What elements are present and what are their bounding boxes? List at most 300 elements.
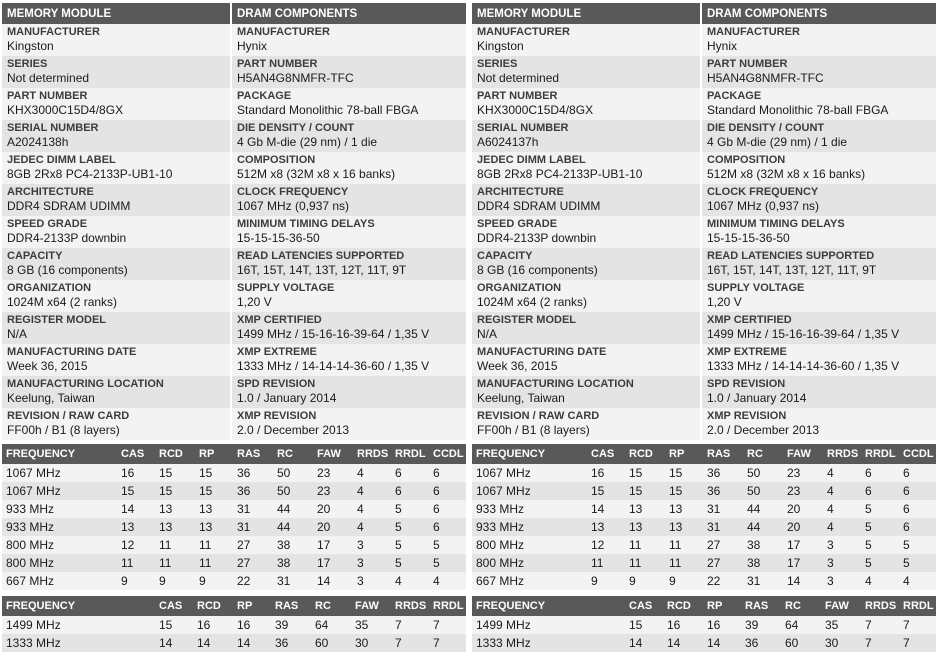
spec-label: XMP EXTREME	[237, 346, 317, 358]
column-header: RRDS	[353, 444, 391, 464]
timing-cell: 6	[391, 482, 429, 500]
timing-cell: 13	[195, 500, 233, 518]
column-header: RC	[273, 444, 313, 464]
timing-cell: 15	[155, 482, 195, 500]
frequency-cell: 933 MHz	[2, 518, 117, 536]
timing-cell: 15	[195, 464, 233, 482]
spec-value: Keelung, Taiwan	[477, 391, 565, 405]
timing-cell: 15	[195, 482, 233, 500]
timing-cell: 31	[233, 500, 273, 518]
dram-spec	[232, 24, 466, 56]
dram-spec	[232, 184, 466, 216]
timing-cell: 11	[117, 554, 155, 572]
module-spec	[2, 312, 232, 344]
timing-cell: 16	[703, 616, 741, 634]
spec-value: 1,20 V	[237, 295, 272, 309]
timing-cell: 38	[273, 536, 313, 554]
timing-cell: 31	[703, 500, 743, 518]
timing-cell: 5	[861, 518, 899, 536]
spec-row	[2, 280, 466, 312]
module-spec	[472, 184, 702, 216]
timing-cell: 20	[313, 500, 353, 518]
spec-value: 8GB 2Rx8 PC4-2133P-UB1-10	[7, 167, 173, 181]
spec-label: SERIES	[477, 58, 518, 70]
timing-cell: 5	[899, 536, 936, 554]
timing-cell: 39	[741, 616, 781, 634]
timing-cell: 6	[861, 464, 899, 482]
timing-cell: 5	[429, 536, 466, 554]
spec-value: 16T, 15T, 14T, 13T, 12T, 11T, 9T	[237, 263, 407, 277]
spec-label: DIE DENSITY / COUNT	[707, 122, 825, 134]
timing-cell: 5	[429, 554, 466, 572]
spec-row	[2, 120, 466, 152]
spec-label: SPD REVISION	[237, 378, 316, 390]
timing-cell: 36	[703, 464, 743, 482]
dram-spec	[232, 344, 466, 376]
timing-cell: 7	[429, 634, 466, 652]
spec-value: 2.0 / December 2013	[237, 423, 350, 437]
spec-label: REGISTER MODEL	[477, 314, 577, 326]
module-spec	[472, 216, 702, 248]
spec-value: Not determined	[7, 71, 90, 85]
timing-cell: 6	[899, 464, 936, 482]
table-header-row	[2, 596, 466, 616]
timing-cell: 15	[665, 482, 703, 500]
column-header: RCD	[193, 596, 233, 616]
spec-value: 1333 MHz / 14-14-14-36-60 / 1,35 V	[237, 359, 430, 373]
timing-cell: 27	[233, 536, 273, 554]
spec-row	[2, 248, 466, 280]
column-header: RCD	[155, 444, 195, 464]
spec-label: PART NUMBER	[7, 90, 88, 102]
timing-cell: 13	[117, 518, 155, 536]
frequency-cell: 933 MHz	[2, 500, 117, 518]
table-row	[472, 634, 936, 652]
timing-cell: 13	[155, 500, 195, 518]
timing-cell: 13	[625, 500, 665, 518]
spec-label: MANUFACTURER	[477, 26, 570, 38]
timing-cell: 3	[353, 572, 391, 590]
dram-spec	[702, 312, 936, 344]
timing-cell: 5	[861, 554, 899, 572]
spec-value: 2.0 / December 2013	[707, 423, 820, 437]
dram-components-header: DRAM COMPONENTS	[707, 7, 828, 20]
table-row	[472, 572, 936, 590]
frequency-cell: 933 MHz	[472, 518, 587, 536]
timing-cell: 11	[587, 554, 625, 572]
timing-cell: 15	[117, 482, 155, 500]
spec-value: 4 Gb M-die (29 nm) / 1 die	[237, 135, 378, 149]
dram-spec	[702, 216, 936, 248]
spec-value: H5AN4G8NMFR-TFC	[707, 71, 824, 85]
column-header: CCDL	[899, 444, 936, 464]
table-row	[472, 616, 936, 634]
spec-row	[2, 312, 466, 344]
spec-row	[2, 216, 466, 248]
timing-cell: 11	[195, 536, 233, 554]
timing-cell: 44	[273, 518, 313, 536]
spec-value: 8GB 2Rx8 PC4-2133P-UB1-10	[477, 167, 643, 181]
spec-value: 1024M x64 (2 ranks)	[477, 295, 588, 309]
timing-cell: 6	[899, 482, 936, 500]
spec-value: Kingston	[7, 39, 54, 53]
table-header-row	[472, 596, 936, 616]
module-spec	[2, 216, 232, 248]
timing-cell: 35	[351, 616, 391, 634]
spec-row	[2, 56, 466, 88]
timing-cell: 5	[391, 500, 429, 518]
timing-cell: 13	[665, 500, 703, 518]
spec-label: MANUFACTURER	[237, 26, 330, 38]
timing-cell: 17	[783, 536, 823, 554]
timing-cell: 16	[663, 616, 703, 634]
spec-value: 1333 MHz / 14-14-14-36-60 / 1,35 V	[707, 359, 900, 373]
spec-value: Hynix	[237, 39, 268, 53]
module-spec	[2, 152, 232, 184]
dram-spec	[232, 248, 466, 280]
timing-cell: 22	[703, 572, 743, 590]
timing-cell: 13	[587, 518, 625, 536]
spec-value: Standard Monolithic 78-ball FBGA	[237, 103, 419, 117]
column-header: RP	[665, 444, 703, 464]
dram-spec	[232, 88, 466, 120]
frequency-cell: 1067 MHz	[472, 482, 587, 500]
timing-cell: 14	[313, 572, 353, 590]
timing-cell: 5	[391, 554, 429, 572]
timing-cell: 23	[783, 464, 823, 482]
timing-cell: 31	[743, 572, 783, 590]
spec-label: MANUFACTURING DATE	[7, 346, 137, 358]
timing-cell: 50	[743, 482, 783, 500]
timing-cell: 5	[899, 554, 936, 572]
dram-spec	[702, 152, 936, 184]
timing-cell: 3	[823, 572, 861, 590]
spec-row	[472, 88, 936, 120]
timing-cell: 4	[353, 482, 391, 500]
module-spec	[472, 24, 702, 56]
spec-label: MANUFACTURING LOCATION	[7, 378, 164, 390]
column-header: RAS	[703, 444, 743, 464]
timing-cell: 36	[271, 634, 311, 652]
timing-cell: 30	[821, 634, 861, 652]
dram-spec	[702, 248, 936, 280]
timing-cell: 31	[703, 518, 743, 536]
spec-value: 8 GB (16 components)	[477, 263, 598, 277]
timing-cell: 22	[233, 572, 273, 590]
timing-cell: 27	[703, 554, 743, 572]
module-spec	[472, 56, 702, 88]
spec-row	[2, 344, 466, 376]
timing-cell: 64	[781, 616, 821, 634]
spec-label: XMP REVISION	[237, 410, 317, 422]
module-spec	[2, 88, 232, 120]
timing-cell: 6	[861, 482, 899, 500]
timing-cell: 20	[783, 500, 823, 518]
timing-cell: 14	[783, 572, 823, 590]
spec-label: MANUFACTURER	[707, 26, 800, 38]
spec-label: JEDEC DIMM LABEL	[7, 154, 116, 166]
spec-label: SUPPLY VOLTAGE	[707, 282, 805, 294]
spec-row	[472, 280, 936, 312]
timing-cell: 64	[311, 616, 351, 634]
column-header: CCDL	[429, 444, 466, 464]
timing-cell: 7	[391, 634, 429, 652]
column-header: RRDL	[391, 444, 429, 464]
timing-cell: 4	[823, 500, 861, 518]
column-header: RP	[233, 596, 271, 616]
module-spec	[472, 312, 702, 344]
column-header: FAW	[351, 596, 391, 616]
spec-label: READ LATENCIES SUPPORTED	[237, 250, 405, 262]
module-spec	[2, 184, 232, 216]
frequency-cell: 1333 MHz	[2, 634, 155, 652]
timing-cell: 4	[823, 464, 861, 482]
timing-cell: 11	[625, 554, 665, 572]
column-header: CAS	[625, 596, 663, 616]
timing-cell: 16	[117, 464, 155, 482]
spec-value: H5AN4G8NMFR-TFC	[237, 71, 354, 85]
timing-cell: 15	[665, 464, 703, 482]
dram-spec	[702, 280, 936, 312]
timing-cell: 9	[117, 572, 155, 590]
spec-row	[2, 88, 466, 120]
timing-cell: 7	[861, 616, 899, 634]
column-header: RRDS	[823, 444, 861, 464]
timing-cell: 15	[587, 482, 625, 500]
spec-label: SPEED GRADE	[7, 218, 88, 230]
timing-cell: 27	[233, 554, 273, 572]
spec-value: 1067 MHz (0,937 ns)	[237, 199, 350, 213]
frequency-cell: 1067 MHz	[472, 464, 587, 482]
timing-cell: 3	[353, 554, 391, 572]
spec-label: PART NUMBER	[477, 90, 558, 102]
timing-cell: 15	[625, 616, 663, 634]
column-header: RAS	[741, 596, 781, 616]
module-spec	[472, 344, 702, 376]
timing-cell: 12	[117, 536, 155, 554]
frequency-cell: 1067 MHz	[2, 464, 117, 482]
spec-value: Week 36, 2015	[7, 359, 88, 373]
spec-label: MINIMUM TIMING DELAYS	[707, 218, 845, 230]
timing-cell: 30	[351, 634, 391, 652]
frequency-cell: 800 MHz	[2, 536, 117, 554]
module-spec	[2, 280, 232, 312]
spec-row	[2, 408, 466, 440]
dram-spec	[232, 152, 466, 184]
column-header: RAS	[233, 444, 273, 464]
timing-cell: 60	[781, 634, 821, 652]
timing-cell: 3	[353, 536, 391, 554]
timing-cell: 14	[663, 634, 703, 652]
module-spec	[2, 248, 232, 280]
spec-label: DIE DENSITY / COUNT	[237, 122, 355, 134]
spec-row	[472, 312, 936, 344]
timing-cell: 20	[313, 518, 353, 536]
timing-cell: 60	[311, 634, 351, 652]
table-header-row	[2, 444, 466, 464]
frequency-cell: 1499 MHz	[2, 616, 155, 634]
timing-cell: 11	[195, 554, 233, 572]
spec-label: REVISION / RAW CARD	[477, 410, 600, 422]
spd-panel-right	[472, 3, 936, 652]
module-spec	[2, 120, 232, 152]
timing-cell: 38	[273, 554, 313, 572]
spec-row	[472, 152, 936, 184]
timing-cell: 36	[703, 482, 743, 500]
spec-row	[472, 376, 936, 408]
column-header: FAW	[313, 444, 353, 464]
timing-cell: 7	[861, 634, 899, 652]
dram-spec	[232, 216, 466, 248]
timing-cell: 6	[429, 500, 466, 518]
spec-value: FF00h / B1 (8 layers)	[477, 423, 590, 437]
table-row	[472, 464, 936, 482]
dram-spec	[702, 24, 936, 56]
timing-cell: 5	[391, 536, 429, 554]
spec-label: SERIAL NUMBER	[477, 122, 569, 134]
timing-cell: 11	[155, 536, 195, 554]
spec-label: XMP CERTIFIED	[237, 314, 322, 326]
column-header: RRDL	[429, 596, 466, 616]
spec-value: 1,20 V	[707, 295, 742, 309]
dram-spec	[232, 408, 466, 440]
timing-cell: 23	[783, 482, 823, 500]
spec-label: COMPOSITION	[237, 154, 316, 166]
timing-cell: 15	[625, 464, 665, 482]
timing-cell: 4	[391, 572, 429, 590]
spec-value: N/A	[7, 327, 28, 341]
spec-value: Hynix	[707, 39, 738, 53]
table-row	[2, 482, 466, 500]
timing-cell: 3	[823, 536, 861, 554]
timing-cell: 16	[233, 616, 271, 634]
table-row	[2, 634, 466, 652]
timing-cell: 4	[823, 518, 861, 536]
spec-value: DDR4 SDRAM UDIMM	[477, 199, 601, 213]
spec-value: Keelung, Taiwan	[7, 391, 95, 405]
spec-label: SERIES	[7, 58, 48, 70]
column-header: FAW	[821, 596, 861, 616]
timing-cell: 9	[587, 572, 625, 590]
xmp-timing-table	[472, 596, 936, 652]
spec-value: Not determined	[477, 71, 560, 85]
spec-value: 512M x8 (32M x8 x 16 banks)	[237, 167, 396, 181]
xmp-timing-table	[2, 596, 466, 652]
module-spec	[2, 408, 232, 440]
spec-label: MANUFACTURING LOCATION	[477, 378, 634, 390]
module-spec	[472, 152, 702, 184]
timing-cell: 7	[429, 616, 466, 634]
timing-cell: 7	[899, 616, 936, 634]
frequency-cell: 1499 MHz	[472, 616, 625, 634]
timing-cell: 15	[625, 482, 665, 500]
timing-cell: 14	[193, 634, 233, 652]
timing-cell: 50	[743, 464, 783, 482]
timing-cell: 36	[741, 634, 781, 652]
timing-cell: 50	[273, 464, 313, 482]
dram-spec	[232, 280, 466, 312]
spec-value: 1499 MHz / 15-16-16-39-64 / 1,35 V	[237, 327, 430, 341]
timing-cell: 44	[273, 500, 313, 518]
table-row	[2, 616, 466, 634]
spec-label: COMPOSITION	[707, 154, 786, 166]
table-row	[472, 554, 936, 572]
module-spec	[472, 248, 702, 280]
table-row	[2, 536, 466, 554]
spec-label: ORGANIZATION	[477, 282, 562, 294]
dram-spec	[702, 56, 936, 88]
spec-value: 512M x8 (32M x8 x 16 banks)	[707, 167, 866, 181]
timing-cell: 38	[743, 536, 783, 554]
table-row	[472, 536, 936, 554]
spec-label: JEDEC DIMM LABEL	[477, 154, 586, 166]
timing-cell: 13	[665, 518, 703, 536]
module-spec	[472, 280, 702, 312]
timing-cell: 7	[899, 634, 936, 652]
timing-cell: 13	[195, 518, 233, 536]
table-row	[472, 518, 936, 536]
timing-cell: 5	[861, 536, 899, 554]
timing-cell: 14	[155, 634, 193, 652]
spec-value: DDR4-2133P downbin	[7, 231, 127, 245]
spec-row	[472, 408, 936, 440]
spec-row	[472, 216, 936, 248]
spec-label: CLOCK FREQUENCY	[707, 186, 819, 198]
timing-cell: 44	[743, 518, 783, 536]
timing-cell: 4	[429, 572, 466, 590]
module-spec	[2, 344, 232, 376]
timing-cell: 14	[233, 634, 271, 652]
timing-cell: 5	[391, 518, 429, 536]
spec-label: SUPPLY VOLTAGE	[237, 282, 335, 294]
column-header: RAS	[271, 596, 311, 616]
timing-cell: 6	[429, 464, 466, 482]
timing-cell: 14	[587, 500, 625, 518]
column-header: CAS	[155, 596, 193, 616]
spec-value: DDR4-2133P downbin	[477, 231, 597, 245]
column-header: RC	[743, 444, 783, 464]
timing-cell: 6	[391, 464, 429, 482]
table-row	[2, 518, 466, 536]
table-header-row	[472, 444, 936, 464]
spec-value: 1024M x64 (2 ranks)	[7, 295, 118, 309]
module-spec	[2, 56, 232, 88]
timing-cell: 5	[861, 500, 899, 518]
module-spec	[472, 88, 702, 120]
timing-cell: 4	[823, 482, 861, 500]
frequency-cell: 800 MHz	[472, 554, 587, 572]
spec-value: FF00h / B1 (8 layers)	[7, 423, 120, 437]
timing-cell: 17	[783, 554, 823, 572]
spec-label: REVISION / RAW CARD	[7, 410, 130, 422]
timing-cell: 17	[313, 536, 353, 554]
spec-label: SERIAL NUMBER	[7, 122, 99, 134]
spec-label: ARCHITECTURE	[477, 186, 564, 198]
timing-cell: 14	[117, 500, 155, 518]
dram-spec	[702, 408, 936, 440]
timing-cell: 36	[233, 464, 273, 482]
table-row	[472, 500, 936, 518]
spec-label: MINIMUM TIMING DELAYS	[237, 218, 375, 230]
spec-value: 16T, 15T, 14T, 13T, 12T, 11T, 9T	[707, 263, 877, 277]
timing-cell: 4	[353, 518, 391, 536]
spec-value: 1.0 / January 2014	[707, 391, 807, 405]
spec-label: PART NUMBER	[707, 58, 788, 70]
timing-cell: 13	[625, 518, 665, 536]
dram-spec	[702, 120, 936, 152]
spec-label: PACKAGE	[237, 90, 292, 102]
spec-value: Kingston	[477, 39, 524, 53]
